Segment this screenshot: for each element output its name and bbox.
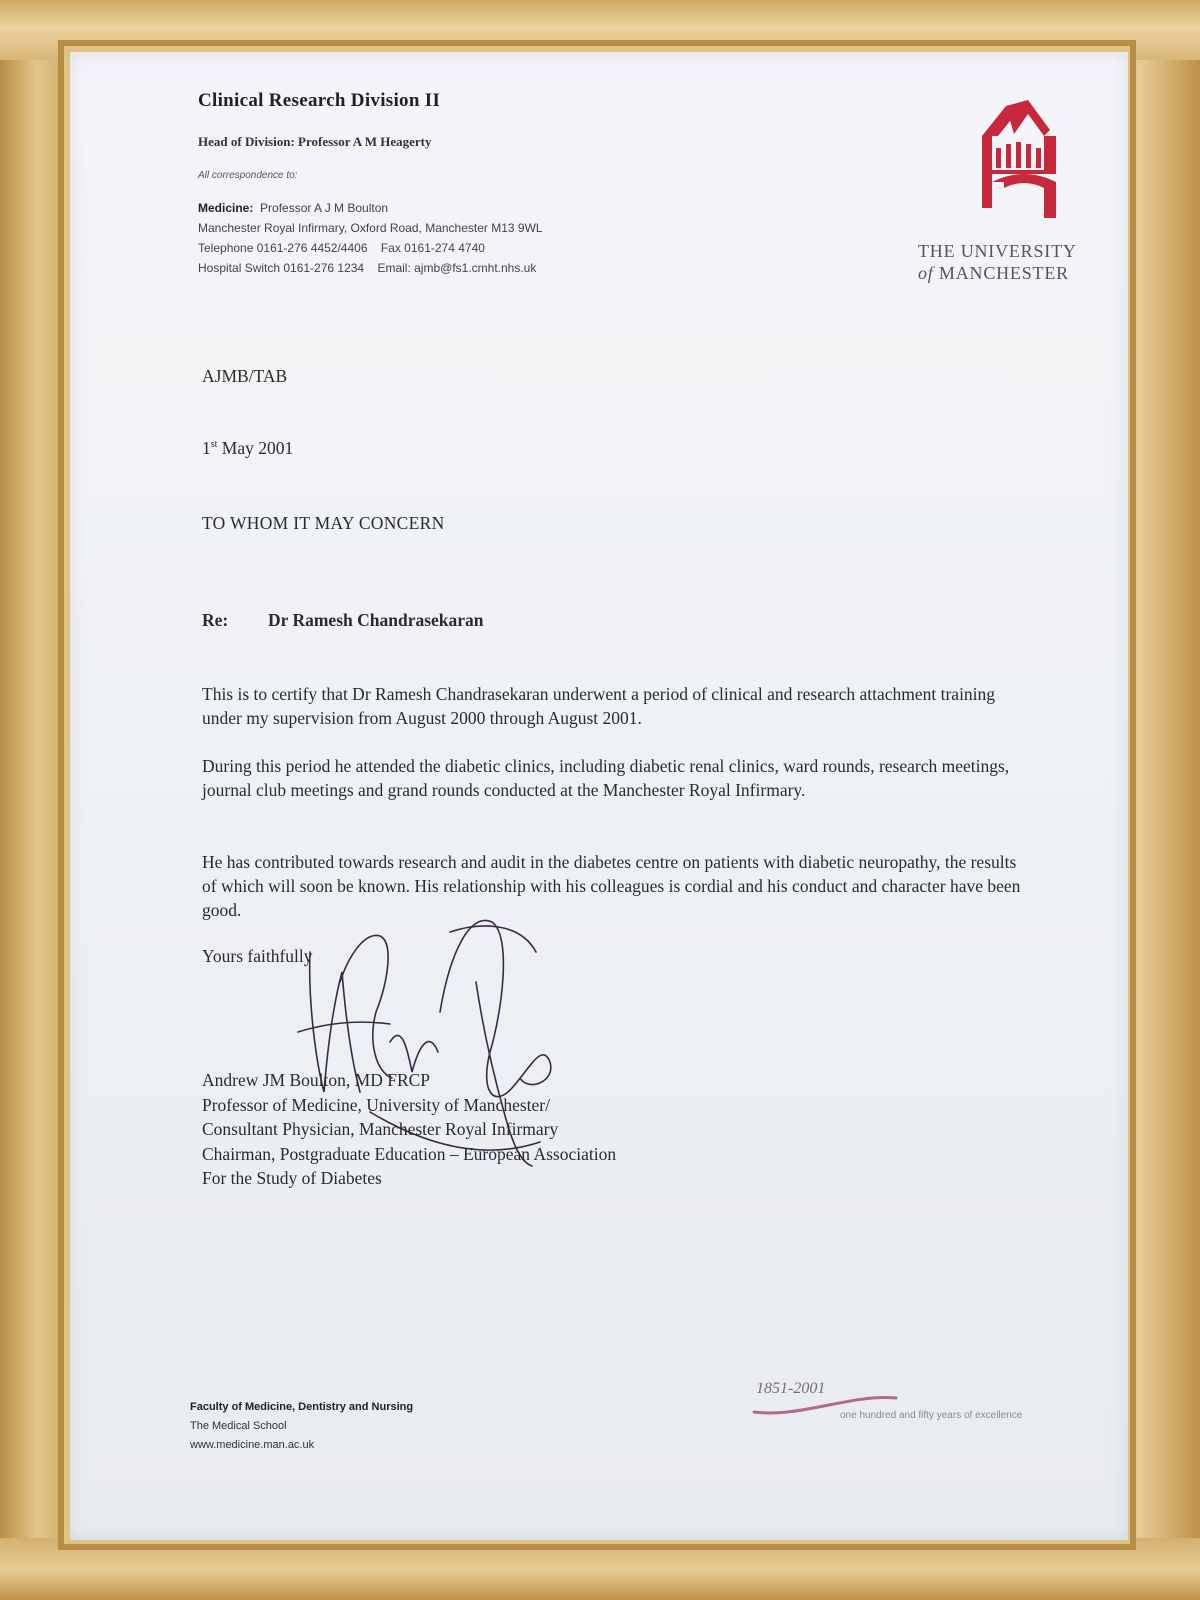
division-title: Clinical Research Division II bbox=[198, 90, 441, 111]
email-line: Email: ajmb@fs1.cmht.nhs.uk bbox=[377, 261, 537, 275]
signatory-name: Andrew JM Boulton, MD FRCP bbox=[202, 1070, 431, 1090]
wordmark-line2: MANCHESTER bbox=[938, 263, 1069, 283]
university-wordmark bbox=[918, 240, 1077, 284]
signatory-title-1: Professor of Medicine, University of Manchester/ bbox=[202, 1094, 550, 1115]
closing: Yours faithfully bbox=[202, 946, 313, 966]
telephone-line: Telephone 0161-276 4452/4406 bbox=[198, 241, 368, 255]
signatory-block bbox=[202, 1068, 616, 1191]
reference-code: AJMB/TAB bbox=[202, 366, 288, 386]
anniversary-years: 1851-2001 bbox=[756, 1380, 826, 1397]
subject-label: Re: bbox=[202, 610, 229, 630]
footer-faculty bbox=[190, 1398, 413, 1455]
signatory-title-4: For the Study of Diabetes bbox=[202, 1168, 382, 1188]
faculty-website: www.medicine.man.ac.uk bbox=[190, 1439, 315, 1451]
address-line: Manchester Royal Infirmary, Oxford Road, Manchester M13 9WL bbox=[198, 221, 543, 235]
contact-block bbox=[198, 198, 543, 278]
wordmark-line1: THE UNIVERSITY bbox=[918, 241, 1077, 261]
head-of-division: Head of Division: Professor A M Heagerty bbox=[198, 134, 432, 149]
letter-page bbox=[70, 52, 1128, 1540]
salutation: TO WHOM IT MAY CONCERN bbox=[202, 513, 445, 533]
fax-line: Fax 0161-274 4740 bbox=[380, 241, 485, 255]
university-logo-icon bbox=[936, 96, 1106, 236]
date-day: 1 bbox=[202, 438, 211, 458]
signatory-title-2: Consultant Physician, Manchester Royal Infirmary bbox=[202, 1119, 559, 1139]
faculty-name: Faculty of Medicine, Dentistry and Nursing bbox=[190, 1401, 414, 1413]
signatory-title-3: Chairman, Postgraduate Education – European Association bbox=[202, 1143, 617, 1164]
medicine-label: Medicine: bbox=[198, 201, 254, 215]
anniversary-tagline: one hundred and fifty years of excellence bbox=[840, 1410, 1023, 1421]
correspondence-note: All correspondence to: bbox=[198, 170, 298, 181]
subject-name: Dr Ramesh Chandrasekaran bbox=[268, 610, 484, 630]
wordmark-of: of bbox=[918, 263, 934, 283]
paragraph-1: This is to certify that Dr Ramesh Chandrasekaran underwent a period of clinical and research attachment training under my supervision from August 2000 through August 2001. bbox=[202, 684, 996, 728]
subject-line bbox=[202, 610, 484, 631]
paragraph-2: During this period he attended the diabetic clinics, including diabetic renal clinics, ward rounds, research meetings, journal club meetings and grand rounds conducted at the Manchester Royal Infirmary. bbox=[202, 756, 1010, 800]
date-rest: May 2001 bbox=[217, 438, 294, 458]
date-suffix: st bbox=[210, 439, 218, 451]
paragraph-3: He has contributed towards research and audit in the diabetes centre on patients with diabetic neuropathy, the results of which will soon be known. His relationship with his colleagues is cordial and his conduct and character have been good. bbox=[202, 852, 1021, 920]
switch-line: Hospital Switch 0161-276 1234 bbox=[198, 261, 365, 275]
letter-date bbox=[202, 438, 293, 459]
medicine-contact: Professor A J M Boulton bbox=[260, 201, 389, 215]
school-name: The Medical School bbox=[190, 1420, 287, 1432]
